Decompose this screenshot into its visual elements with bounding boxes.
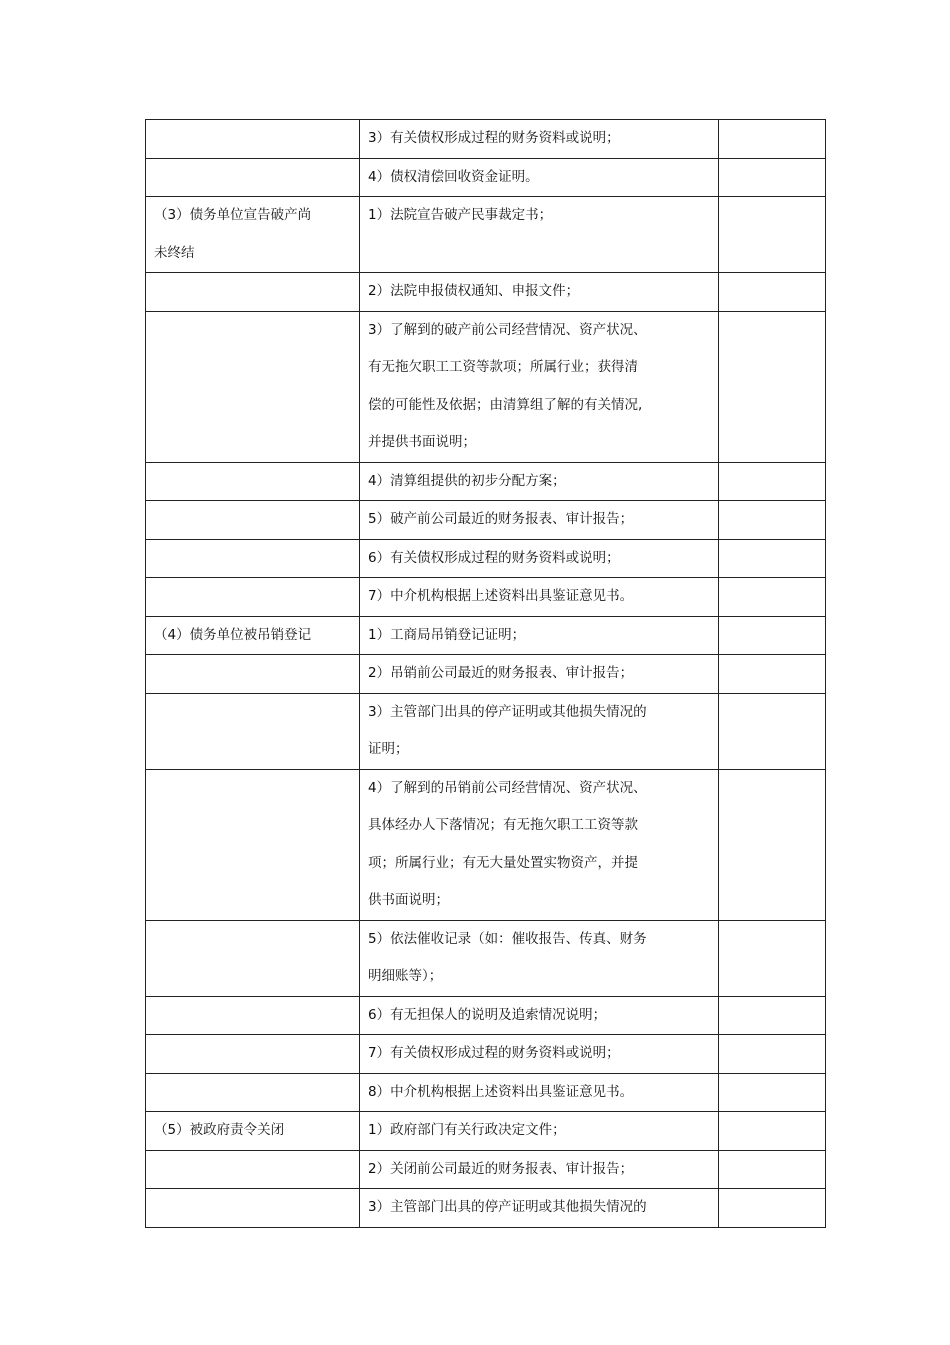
item-cell: 3）了解到的破产前公司经营情况、资产状况、 有无拖欠职工工资等款项；所属行业；获得清 偿的可能性及依据；由清算组了解的有关情况, 并提供书面说明； — [360, 311, 719, 462]
note-cell — [719, 996, 826, 1035]
category-cell: （3）债务单位宣告破产尚 未终结 — [146, 197, 360, 273]
note-cell — [719, 1150, 826, 1189]
item-cell: 4）了解到的吊销前公司经营情况、资产状况、 具体经办人下落情况；有无拖欠职工工资等款 项；所属行业；有无大量处置实物资产，并提 供书面说明； — [360, 769, 719, 920]
note-cell — [719, 920, 826, 996]
note-cell — [719, 501, 826, 540]
category-cell — [146, 578, 360, 617]
table-row — [146, 1150, 826, 1189]
item-cell: 7）中介机构根据上述资料出具鉴证意见书。 — [360, 578, 719, 617]
category-cell — [146, 1035, 360, 1074]
note-cell — [719, 1073, 826, 1112]
table-row — [146, 616, 826, 655]
table-row — [146, 539, 826, 578]
table-row — [146, 273, 826, 312]
note-cell — [719, 1189, 826, 1228]
item-cell: 1）工商局吊销登记证明； — [360, 616, 719, 655]
table-row — [146, 462, 826, 501]
requirements-table — [145, 119, 826, 1228]
note-cell — [719, 693, 826, 769]
note-cell — [719, 462, 826, 501]
category-cell: （4）债务单位被吊销登记 — [146, 616, 360, 655]
category-cell — [146, 539, 360, 578]
note-cell — [719, 578, 826, 617]
category-cell — [146, 1189, 360, 1228]
item-cell: 5）依法催收记录（如：催收报告、传真、财务 明细账等）； — [360, 920, 719, 996]
note-cell — [719, 539, 826, 578]
category-cell — [146, 920, 360, 996]
note-cell — [719, 1112, 826, 1151]
category-cell — [146, 769, 360, 920]
item-cell: 7）有关债权形成过程的财务资料或说明； — [360, 1035, 719, 1074]
item-cell: 3）有关债权形成过程的财务资料或说明； — [360, 120, 719, 159]
table-body — [146, 120, 826, 1228]
item-cell: 1）政府部门有关行政决定文件； — [360, 1112, 719, 1151]
table-row — [146, 1189, 826, 1228]
category-cell — [146, 501, 360, 540]
category-cell — [146, 655, 360, 694]
category-cell — [146, 120, 360, 159]
table-row — [146, 1073, 826, 1112]
item-cell: 4）债权清偿回收资金证明。 — [360, 158, 719, 197]
item-cell: 2）关闭前公司最近的财务报表、审计报告； — [360, 1150, 719, 1189]
item-cell: 3）主管部门出具的停产证明或其他损失情况的 — [360, 1189, 719, 1228]
note-cell — [719, 158, 826, 197]
note-cell — [719, 616, 826, 655]
item-cell: 8）中介机构根据上述资料出具鉴证意见书。 — [360, 1073, 719, 1112]
category-cell — [146, 273, 360, 312]
table-row — [146, 920, 826, 996]
table-row — [146, 197, 826, 273]
category-cell — [146, 462, 360, 501]
table-row — [146, 311, 826, 462]
category-cell — [146, 1073, 360, 1112]
item-cell: 2）吊销前公司最近的财务报表、审计报告； — [360, 655, 719, 694]
note-cell — [719, 197, 826, 273]
table-row — [146, 1035, 826, 1074]
table-row — [146, 693, 826, 769]
category-cell: （5）被政府责令关闭 — [146, 1112, 360, 1151]
note-cell — [719, 769, 826, 920]
category-cell — [146, 158, 360, 197]
table-row — [146, 996, 826, 1035]
item-cell: 4）清算组提供的初步分配方案； — [360, 462, 719, 501]
table-row — [146, 578, 826, 617]
item-cell: 1）法院宣告破产民事裁定书； — [360, 197, 719, 273]
note-cell — [719, 273, 826, 312]
table-row — [146, 769, 826, 920]
item-cell: 3）主管部门出具的停产证明或其他损失情况的 证明； — [360, 693, 719, 769]
table-row — [146, 655, 826, 694]
category-cell — [146, 693, 360, 769]
table-row — [146, 1112, 826, 1151]
table-row — [146, 501, 826, 540]
item-cell: 5）破产前公司最近的财务报表、审计报告； — [360, 501, 719, 540]
category-cell — [146, 1150, 360, 1189]
category-cell — [146, 996, 360, 1035]
category-cell — [146, 311, 360, 462]
item-cell: 6）有关债权形成过程的财务资料或说明； — [360, 539, 719, 578]
note-cell — [719, 655, 826, 694]
note-cell — [719, 120, 826, 159]
item-cell: 2）法院申报债权通知、申报文件； — [360, 273, 719, 312]
item-cell: 6）有无担保人的说明及追索情况说明； — [360, 996, 719, 1035]
table-row — [146, 120, 826, 159]
table-row — [146, 158, 826, 197]
note-cell — [719, 311, 826, 462]
note-cell — [719, 1035, 826, 1074]
